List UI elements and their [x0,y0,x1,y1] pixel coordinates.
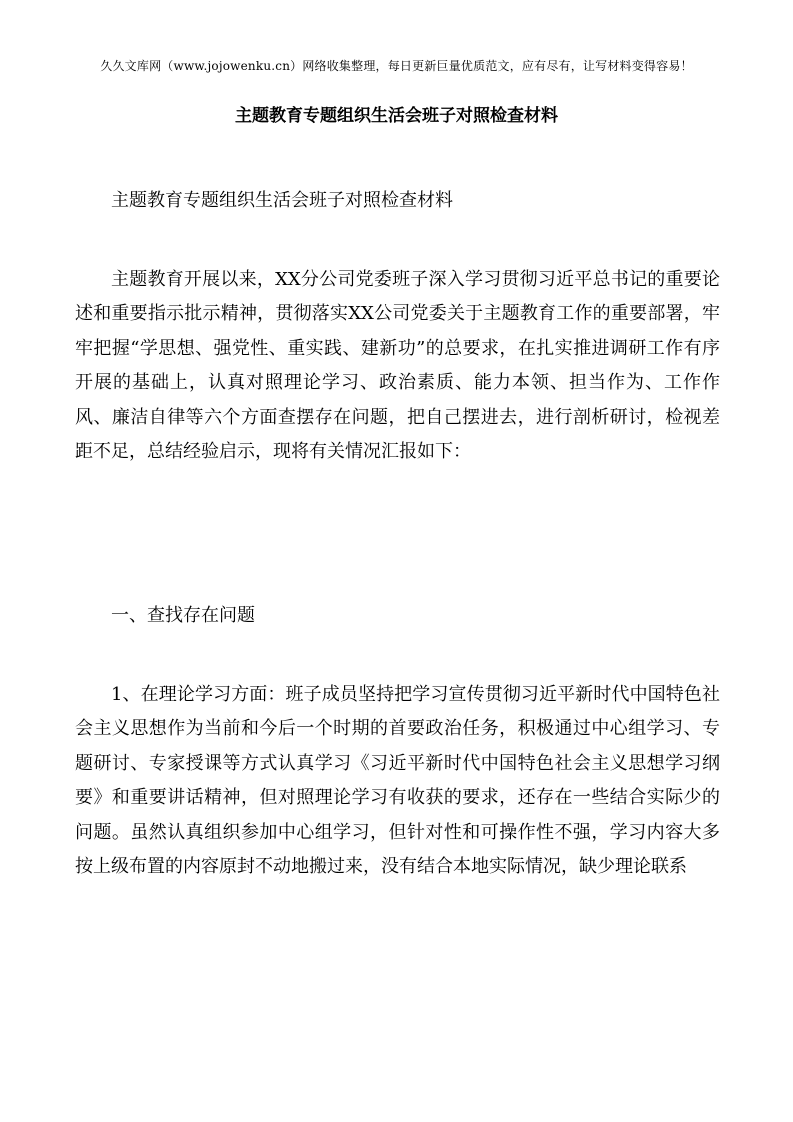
header-note: 久久文库网（www.jojowenku.cn）网络收集整理，每日更新巨量优质范文，应有尽有，让写材料变得容易！ [100,59,693,73]
point-one-section [75,678,720,884]
section-heading: 一、查找存在问题 [111,605,255,626]
intro-paragraph: 主题教育开展以来，XX分公司党委班子深入学习贯彻习近平总书记的重要论述和重要指示批示精神，贯彻落实XX公司党委关于主题教育工作的重要部署，牢牢把握“学思想、强党性、重实践、建新功”的总要求，在扎实推进调研工作有序开展的基础上，认真对照理论学习、政治素质、能力本领、担当作为、工作作风、廉洁自律等六个方面查摆存在问题，把自己摆进去，进行剖析研讨，检视差距不足，总结经验启示，现将有关情况汇报如下： [75,269,720,463]
section-heading-block [75,599,720,633]
intro-section [75,263,720,469]
document-subtitle [75,184,720,218]
point-one-paragraph: 1、在理论学习方面：班子成员坚持把学习宣传贯彻习近平新时代中国特色社会主义思想作为当前和今后一个时期的首要政治任务，积极通过中心组学习、专题研讨、专家授课等方式认真学习《习近平新时代中国特色社会主义思想学习纲要》和重要讲话精神，但对照理论学习有收获的要求，还存在一些结合实际少的问题。虽然认真组织参加中心组学习，但针对性和可操作性不强，学习内容大多按上级布置的内容原封不动地搬过来，没有结合本地实际情况，缺少理论联系 [75,684,720,878]
subtitle-paragraph: 主题教育专题组织生活会班子对照检查材料 [111,190,453,211]
document-title: 主题教育专题组织生活会班子对照检查材料 [235,106,558,126]
